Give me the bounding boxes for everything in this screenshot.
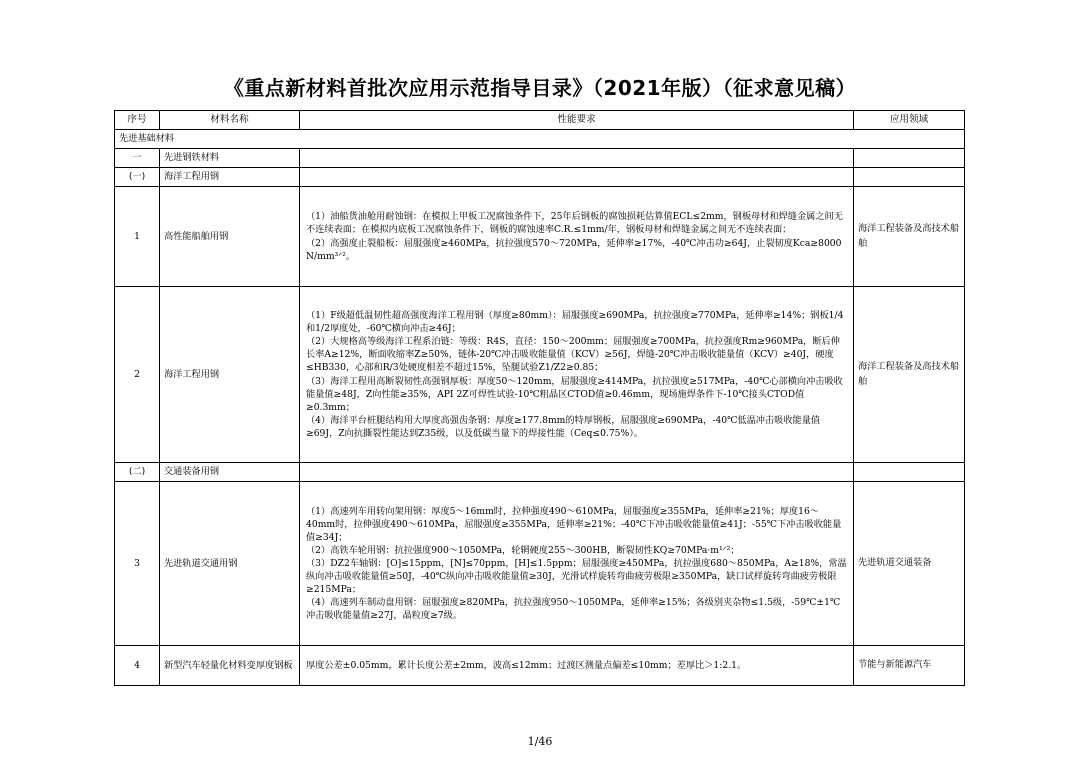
section-title: 先进基础材料 [115, 130, 965, 149]
row-number: 4 [115, 646, 160, 686]
performance-cell [300, 187, 854, 287]
table-header-row [115, 111, 965, 130]
application-field: 节能与新能源汽车 [854, 646, 965, 686]
subsection-number: 一 [115, 149, 160, 168]
performance-cell [300, 482, 854, 646]
performance-item: （3）海洋工程用高断裂韧性高强钢厚板：厚度50～120mm，屈服强度≥414MPa，抗拉强度≥517MPa，-40℃心部横向冲击吸收能量值≥48J，Z向性能≥35%，API 2Z可焊性试验-10℃粗晶区CTOD值≥0.46mm，现场施焊条件下-10℃接头CTOD值≥0.3mm； [306, 375, 843, 413]
section-row [115, 130, 965, 149]
document-title: 《重点新材料首批次应用示范指导目录》（2021年版）（征求意见稿） [223, 76, 857, 100]
material-name: 高性能船舶用钢 [160, 187, 300, 287]
performance-item: （2）大规格高等级海洋工程系泊链：等级：R4S，直径：150～200mm；屈服强度≥700MPa，抗拉强度Rm≥960MPa，断后伸长率A≥12%，断面收缩率Z≥50%，链体-20℃冲击吸收能量值（KCV）≥56J，焊缝-20℃冲击吸收能量值（KCV）≥40J，硬度≤HB330，心部和R/3处硬度相差不超过15%，坠腿试验Z1/Z2≥0.85； [306, 336, 840, 374]
material-name: 海洋工程用钢 [160, 287, 300, 463]
category-number: (一) [115, 168, 160, 187]
table-row [115, 287, 965, 463]
header-application-field: 应用领域 [854, 111, 965, 130]
row-number: 3 [115, 482, 160, 646]
performance-item: （4）海洋平台桩腿结构用大厚度高强齿条钢：厚度≥177.8mm的特厚钢板，屈服强度≥690MPa，-40℃低温冲击吸收能量值≥69J，Z向抗撕裂性能达到Z35级，以及低碳当量下的焊接性能（Ceq≤0.75%）。 [306, 414, 821, 439]
application-field: 先进轨道交通装备 [854, 482, 965, 646]
header-seq: 序号 [115, 111, 160, 130]
subsection-label: 先进钢铁材料 [160, 149, 300, 168]
category-row [115, 168, 965, 187]
performance-item: （4）高速列车制动盘用钢：屈服强度≥820MPa，抗拉强度950～1050MPa，延伸率≥15%；各级别夹杂物≤1.5级，-59℃±1℃冲击吸收能量值≥27J，晶粒度≥7级。 [306, 597, 841, 622]
table-row [115, 187, 965, 287]
row-number: 2 [115, 287, 160, 463]
application-field: 海洋工程装备及高技术船舶 [854, 187, 965, 287]
application-field: 海洋工程装备及高技术船舶 [854, 287, 965, 463]
row-number: 1 [115, 187, 160, 287]
performance-item: （1）高速列车用转向架用钢：厚度5～16mm时，拉伸强度490～610MPa，屈服强度≥355MPa，延伸率≥21%；厚度16～40mm时，拉伸强度490～610MPa，屈服强度≥355MPa，延伸率≥21%；-40℃下冲击吸收能量值≥41J；-55℃下冲击吸收能量值≥34J； [306, 505, 842, 543]
category-label: 交通装备用钢 [160, 463, 300, 482]
header-material-name: 材料名称 [160, 111, 300, 130]
catalog-table [114, 110, 965, 686]
performance-item: （3）DZ2车轴钢：[O]≤15ppm，[N]≤70ppm，[H]≤1.5ppm；屈服强度≥450MPa，抗拉强度680～850MPa，A≥18%，常温纵向冲击吸收能量值≥50J，-40℃纵向冲击吸收能量值≥30J，光滑试样旋转弯曲疲劳极限≥350MPa，缺口试样旋转弯曲疲劳极限≥215MPa； [306, 557, 847, 596]
header-performance: 性能要求 [300, 111, 854, 130]
material-name: 新型汽车轻量化材料变厚度钢板 [160, 646, 300, 686]
performance-item: （2）高铁车轮用钢：抗拉强度900～1050MPa，轮辋硬度255～300HB，断裂韧性KQ≥70MPa·m¹ᐟ²； [306, 544, 740, 556]
performance-cell [300, 287, 854, 463]
category-row [115, 463, 965, 482]
performance-item: （1）油船货油舱用耐蚀钢：在模拟上甲板工况腐蚀条件下，25年后钢板的腐蚀损耗估算值ECL≤2mm，钢板母材和焊缝金属之间无不连续表面；在模拟内底板工况腐蚀条件下，钢板的腐蚀速率C.R.≤1mm/年，钢板母材和焊缝金属之间无不连续表面； [306, 211, 843, 236]
table-row [115, 646, 965, 686]
performance-item: 厚度公差±0.05mm，累计长度公差±2mm，波高≤12mm；过渡区测量点偏差≤10mm；差厚比＞1:2.1。 [306, 659, 747, 671]
performance-item: （1）F级超低温韧性超高强度海洋工程用钢（厚度≥80mm）：屈服强度≥690MPa，抗拉强度≥770MPa，延伸率≥14%；钢板1/4和1/2厚度处，-60℃横向冲击≥46J； [306, 310, 844, 335]
material-name: 先进轨道交通用钢 [160, 482, 300, 646]
performance-cell [300, 646, 854, 686]
subsection-row [115, 149, 965, 168]
page-number: 1/46 [527, 735, 553, 748]
table-row [115, 482, 965, 646]
category-number: (二) [115, 463, 160, 482]
performance-item: （2）高强度止裂船板：屈服强度≥460MPa，抗拉强度570～720MPa，延伸率≥17%，-40℃冲击功≥64J，止裂韧度Kca≥8000 N/mm³ᐟ²。 [306, 237, 842, 262]
category-label: 海洋工程用钢 [160, 168, 300, 187]
